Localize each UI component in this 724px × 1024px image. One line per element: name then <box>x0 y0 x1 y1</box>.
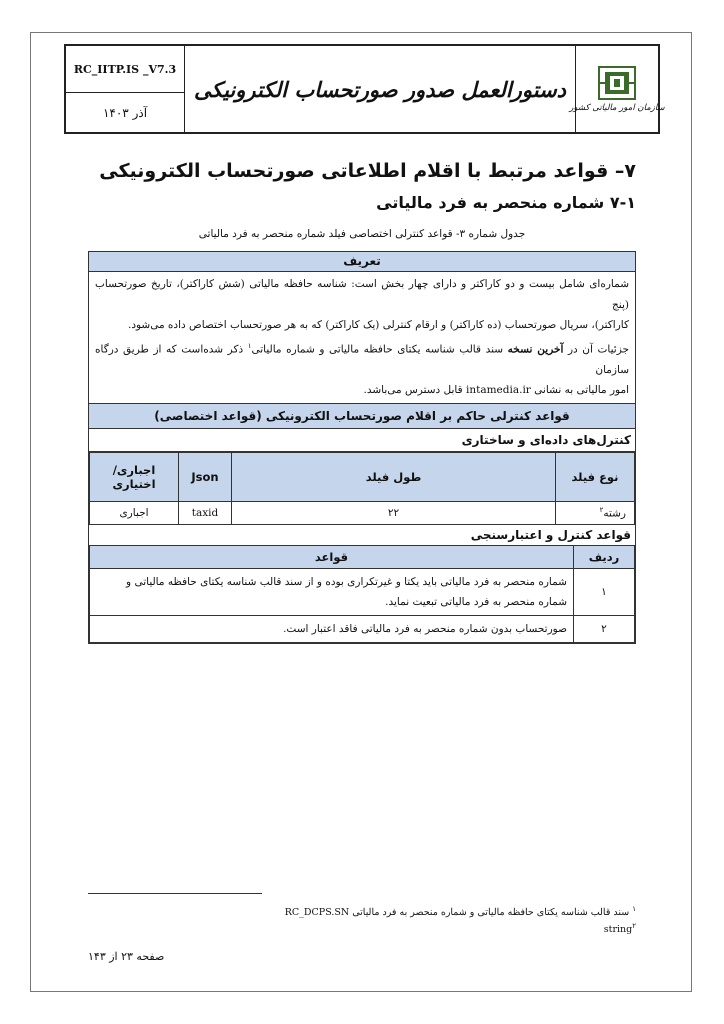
validation-heading: قواعد کنترل و اعتبارسنجی <box>470 527 631 542</box>
bold-text: آخرین نسخه <box>507 343 564 355</box>
definition-line: شماره‌ای شامل بیست و دو کاراکتر و دارای چهار بخش است: شناسه حافظه مالیاتی (شش کاراکتر)، تاریخ صورتحساب (پنج <box>95 278 629 311</box>
row-number: ۱ <box>574 568 635 615</box>
col-rules: قواعد <box>90 545 574 568</box>
document-header <box>64 44 665 134</box>
rule-text: صورتحساب بدون شماره منحصر به فرد مالیاتی فاقد اعتبار است. <box>90 615 574 642</box>
url-text: intamedia.ir <box>466 384 531 396</box>
definition-line: امور مالیاتی به نشانی intamedia.ir قابل دسترس می‌باشد. <box>363 384 629 396</box>
col-json: Json <box>179 452 232 501</box>
page-number: صفحه ۲۳ از ۱۴۳ <box>88 950 165 963</box>
structure-table <box>89 452 635 525</box>
table-row <box>90 615 635 642</box>
doc-date: آذر ۱۴۰۳ <box>102 105 148 120</box>
table-header-row <box>90 452 635 501</box>
col-row: ردیف <box>574 545 635 568</box>
definition-label: تعریف <box>89 252 635 272</box>
col-required: اجباری/ اختیاری <box>90 452 179 501</box>
table-row <box>90 501 635 524</box>
footnote-divider <box>88 893 262 894</box>
header-meta <box>66 46 185 132</box>
emblem-icon <box>597 65 637 101</box>
row-number: ۲ <box>574 615 635 642</box>
cell-required: اجباری <box>90 501 179 524</box>
validation-table <box>89 545 635 643</box>
structure-heading: کنترل‌های داده‌ای و ساختاری <box>89 429 635 452</box>
rules-table <box>88 251 636 644</box>
cell-type: رشته$^۲$ <box>556 501 635 524</box>
section-heading: ۷– قواعد مرتبط با اقلام اطلاعاتی صورتحساب الکترونیکی <box>99 160 636 182</box>
footnote-code: RC_DCPS.SN <box>284 907 350 919</box>
doc-code: RC_IITP.IS _V7.3 <box>66 46 184 93</box>
definition-text <box>89 272 635 404</box>
org-name: سازمان امور مالیاتی کشور <box>569 103 665 113</box>
col-type: نوع فیلد <box>556 452 635 501</box>
rule-text: شماره منحصر به فرد مالیاتی باید یکتا و غیرتکراری بوده و از سند قالب شناسه یکتای حافظه مالیاتی و شماره منحصر به فرد مالیاتی تبعیت نماید. <box>90 568 574 615</box>
definition-line: جزئیات آن در آخرین نسخه سند قالب شناسه یکتای حافظه مالیاتی و شماره مالیاتی$^۱$ ذکر شده‌است که از طریق درگاه سازمان <box>95 341 629 376</box>
cell-length: ۲۲ <box>232 501 556 524</box>
subsection-heading: ۷-۱ شماره منحصر به فرد مالیاتی <box>376 193 636 212</box>
table-caption: جدول شماره ۳- قواعد کنترلی اختصاصی فیلد شماره منحصر به فرد مالیاتی <box>198 228 526 240</box>
footnote-ref: ۱ <box>247 341 252 350</box>
footnote-2: $^۲$string <box>603 922 636 936</box>
table-row <box>90 568 635 615</box>
definition-line: کاراکتر)، سریال صورتحساب (ده کاراکتر) و ارقام کنترلی (یک کاراکتر) که به هر صورتحساب اختصاص داده می‌شود. <box>127 319 629 331</box>
cell-json: taxid <box>179 501 232 524</box>
table-header-row <box>90 545 635 568</box>
rules-title: قواعد کنترلی حاکم بر اقلام صورتحساب الکترونیکی (قواعد اختصاصی) <box>89 404 635 429</box>
footnote-1: $^۱$ سند قالب شناسه یکتای حافظه مالیاتی و شماره منحصر به فرد مالیاتی RC_DCPS.SN <box>284 905 636 919</box>
col-length: طول فیلد <box>232 452 556 501</box>
header-title: دستورالعمل صدور صورتحساب الکترونیکی <box>193 76 567 102</box>
org-logo-block <box>569 46 665 132</box>
